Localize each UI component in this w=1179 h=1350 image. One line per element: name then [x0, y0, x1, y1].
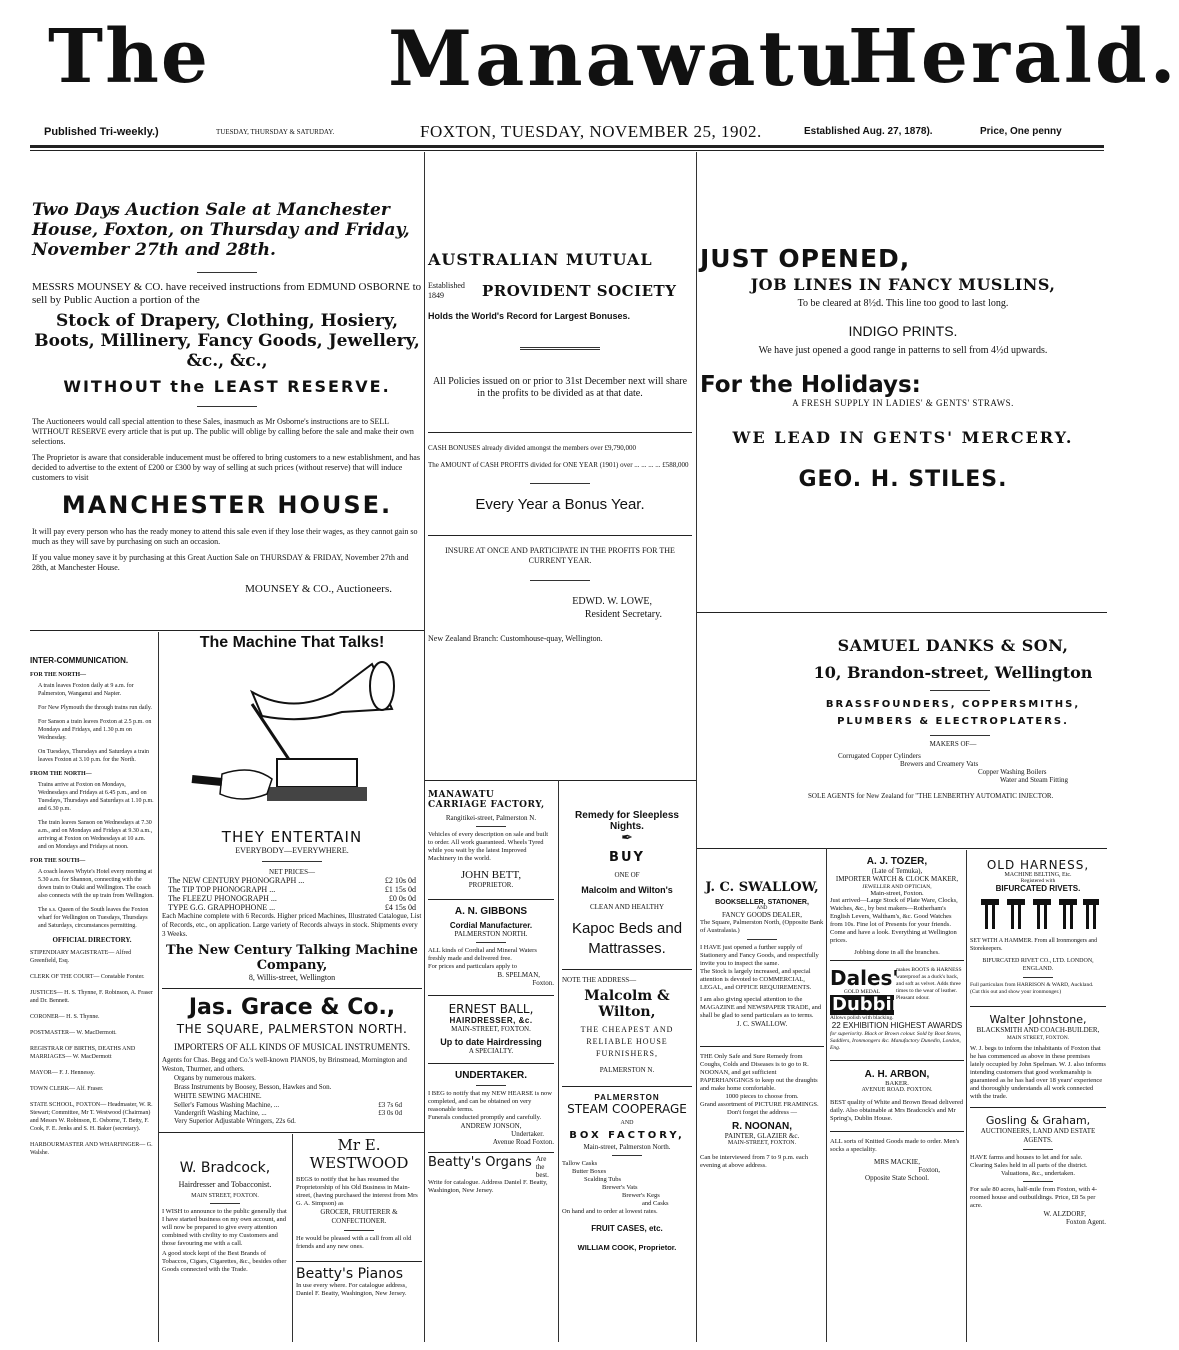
tozer-jobbing: Jobbing done in all the branches. — [854, 949, 940, 956]
malcolm-ad — [562, 810, 692, 1252]
amp-every: Every Year a Bonus Year. — [475, 496, 645, 513]
organs-best: Are the best. — [535, 1155, 549, 1179]
undertaker-road: Avenue Road Foxton. — [492, 1138, 554, 1146]
amp-branch: New Zealand Branch: Customhouse-quay, Wellington. — [428, 634, 603, 643]
cooperage-item: Butter Boxes — [572, 1168, 607, 1175]
danks-trade1: BRASSFOUNDERS, COPPERSMITHS, — [825, 699, 1081, 710]
amp-insure: INSURE AT ONCE AND PARTICIPATE IN THE PROFITS FOR THE CURRENT YEAR. — [445, 546, 675, 565]
bradcock-trade: Hairdresser and Tobacconist. — [178, 1180, 272, 1189]
malcolm-kapoc: Kapoc Beds and Mattrasses. — [571, 920, 683, 957]
swallow-sign: J. C. SWALLOW. — [736, 1020, 788, 1028]
grace-brass: Brass Instruments by Boosey, Besson, Hawkes and Son. — [174, 1083, 332, 1091]
danks-trade2: PLUMBERS & ELECTROPLATERS. — [837, 716, 1069, 727]
harness-old: OLD HARNESS, — [986, 858, 1090, 872]
danks-name: SAMUEL DANKS & SON, — [837, 636, 1069, 655]
cooperage-item: Scalding Tubs — [584, 1176, 622, 1183]
amp-sig1: EDWD. W. LOWE, — [572, 596, 652, 607]
grace-agents: Agents for Chas. Begg and Co.'s well-known PIANOS, by Brinsmead, Mornington and Weston, Thurmer, and others. — [162, 1056, 407, 1073]
divider — [930, 735, 990, 736]
divider — [344, 1230, 374, 1231]
divider — [530, 580, 590, 581]
swallow-trade: BOOKSELLER, STATIONER, — [715, 899, 809, 906]
danks-addr: 10, Brandon-street, Wellington — [813, 663, 1093, 682]
divider — [476, 826, 506, 827]
harness-belting: MACHINE BELTING, Etc. — [1004, 872, 1072, 878]
harness-rivets: BIFURCATED RIVETS. — [995, 884, 1081, 893]
inter-line: POSTMASTER— W. MacDermott. — [30, 1030, 117, 1036]
gibbons-name: A. N. GIBBONS — [454, 906, 528, 917]
mackie-opp: Opposite State School. — [865, 1174, 929, 1182]
noonan-name: R. NOONAN, — [732, 1121, 792, 1132]
pianos-name: Beatty's Pianos — [296, 1266, 403, 1282]
swallow-addr: The Square, Palmerston North, (Opposite Bank of Australasia.) — [700, 919, 824, 934]
gosling-trade: AUCTIONEERS, LAND AND ESTATE AGENTS. — [980, 1127, 1096, 1144]
inter-line: The s.s. Queen of the South leaves the Foxton wharf for Wellington on Tuesdays, Thursdays and Saturdays, circumstances permitting. — [38, 907, 149, 929]
westwood-close: He would be pleased with a call from all old friends and any new ones. — [296, 1235, 412, 1250]
stiles-range: We have just opened a good range in patterns to sell from 4½d upwards. — [758, 345, 1048, 356]
masthead-herald: Herald. — [848, 14, 1179, 100]
malcolm-names: Malcolm and Wilton's — [581, 885, 673, 895]
stiles-job: JOB LINES IN FANCY MUSLINS, — [750, 275, 1056, 294]
malcolm-one: ONE OF — [614, 871, 640, 879]
grace-white: WHITE SEWING MACHINE. — [174, 1092, 262, 1100]
price-row — [168, 876, 416, 885]
auction-p1: The Auctioneers would call special attention to these Sales, inasmuch as Mr Osborne's instructions are to SELL WITHOUT RESERVE every article that is put up. The public will oblige by calling before the sale and make their own selections. — [32, 417, 414, 446]
carriage-role: PROPRIETOR. — [468, 881, 514, 889]
section-rule — [30, 630, 424, 631]
inter-title: INTER-COMMUNICATION. — [30, 656, 129, 665]
divider — [296, 1261, 422, 1262]
divider — [930, 690, 990, 691]
noonan-forget: Don't forget the address — — [726, 1109, 797, 1116]
carriage-ad — [428, 790, 554, 1195]
stiles-holidays: For the Holidays: — [700, 372, 921, 398]
divider — [830, 960, 964, 961]
divider — [747, 939, 777, 940]
amp-record: Holds the World's Record for Largest Bonuses. — [428, 311, 631, 321]
price-row — [162, 1101, 422, 1109]
inter-line: CORONER— H. S. Thynne. — [30, 1014, 100, 1020]
swallow-stock: The Stock is largely increased, and special attention is devoted to COMMERCIAL, LEGAL, and OFFICE REQUIREMENTS. — [700, 968, 812, 991]
price-row — [162, 1109, 422, 1117]
publish-days: TUESDAY, THURSDAY & SATURDAY. — [216, 128, 335, 136]
swallow-fancy: FANCY GOODS DEALER, — [722, 911, 802, 919]
organs-name: Beatty's Organs — [428, 1155, 532, 1170]
column-rule — [696, 152, 697, 1342]
price-note: Price, One penny — [980, 126, 1062, 137]
johnstone-name: Walter Johnstone, — [989, 1013, 1087, 1026]
divider — [830, 1060, 964, 1061]
machine-title: The Machine That Talks! — [199, 634, 385, 651]
westwood-text: BEGS to notify that he has resumed the Proprietorship of his Old Business in Main-street, (having purchased the interest from Mrs G. A. Simpson) as — [296, 1176, 418, 1207]
cooperage-item: and Casks — [642, 1200, 669, 1207]
divider — [830, 1131, 964, 1132]
masthead-rule — [30, 145, 1104, 148]
stiles-name: GEO. H. STILES. — [798, 467, 1008, 492]
divider — [476, 942, 506, 943]
divider — [562, 1086, 692, 1087]
amp-society-row — [428, 281, 692, 301]
noonan-trade: PAINTER, GLAZIER &c. — [724, 1132, 800, 1140]
inter-line: STIPENDIARY MAGISTRATE— Alfred Greenfield, Esq. — [30, 950, 132, 964]
divider — [476, 1085, 506, 1086]
inter-line: STATE SCHOOL, FOXTON— Headmaster, W. R. Stewart; Committee, Mr T. Westwood (Chairman) and Messrs W. Robinson, E. Osborne, T. Betty, F. Cook, F. E. Jenks and S. H. Baker (secretary). — [30, 1102, 153, 1132]
divider — [162, 988, 422, 989]
westwood-name: Mr E. WESTWOOD — [309, 1136, 409, 1172]
stiles-opened: JUST OPENED, — [700, 244, 911, 273]
amp-title: AUSTRALIAN MUTUAL — [428, 250, 653, 269]
danks-item: Brewers and Creamery Vats — [900, 760, 979, 768]
gosling-text: HAVE farms and houses to let and for sale. Clearing Sales held in all parts of the district. — [970, 1154, 1088, 1169]
swallow-text: I HAVE just opened a further supply of Stationery and Fancy Goods, and respectfully invite you to inspect the same. — [700, 944, 819, 967]
malcolm-name2: Malcolm & Wilton, — [584, 988, 670, 1020]
mackie-text: ALL sorts of Knitted Goods made to order. Men's socks a speciality. — [830, 1138, 960, 1153]
organs-text: Write for catalogue. Address Daniel F. Beatty, Washington, New Jersey. — [428, 1179, 548, 1194]
auction-stock: Stock of Drapery, Clothing, Hosiery, Boots, Millinery, Fancy Goods, Jewellery, &c., &c., — [34, 311, 420, 371]
stiles-indigo: INDIGO PRINTS. — [848, 323, 958, 339]
tozer-importer: IMPORTER WATCH & CLOCK MAKER, — [835, 875, 959, 883]
inter-line: A coach leaves Whyte's Hotel every morning at 5.30 a.m. for Shannon, connecting with the down train to Otaki and Wellington. The coach also connects with the up train from Wellington. — [38, 869, 154, 899]
noonan-pieces: 1000 pieces to choose from. — [725, 1093, 799, 1100]
price-item: The TIP TOP PHONOGRAPH ... — [168, 885, 276, 894]
undertaker-text: I BEG to notify that my NEW HEARSE is now completed, and can be obtained on very reasonable terms. — [428, 1090, 552, 1113]
carriage-name: MANAWATU CARRIAGE FACTORY, — [428, 790, 545, 810]
tozer-ad — [830, 856, 964, 1182]
danks-item: Copper Washing Boilers — [978, 768, 1047, 776]
cooperage-p: PALMERSTON — [594, 1093, 660, 1102]
masthead — [0, 0, 1179, 120]
arbon-name: A. H. ARBON, — [864, 1069, 930, 1080]
inter-line: On Tuesdays, Thursdays and Saturdays a train leaves Foxton at 3.10 p.m. for the North. — [38, 749, 150, 763]
price-item: TYPE G.G. GRAPHOPHONE ... — [168, 903, 276, 912]
inter-line: A train leaves Foxton daily at 9 a.m. for Palmerston, Wanganui and Napier. — [38, 683, 134, 697]
price-value: £3 7s 6d — [378, 1101, 402, 1109]
machine-every: EVERYBODY—EVERYWHERE. — [235, 846, 349, 855]
inter-line: REGISTRAR OF BIRTHS, DEATHS AND MARRIAGES— W. MacDermott — [30, 1046, 136, 1060]
tozer-late: (Late of Temuka), — [871, 867, 923, 875]
carriage-street: Rangitikei-street, Palmerston N. — [445, 814, 537, 822]
divider — [970, 1006, 1106, 1007]
malcolm-cheapest: THE CHEAPEST AND RELIABLE HOUSE FURNISHERS, — [580, 1025, 674, 1058]
price-row — [168, 894, 416, 903]
inter-line: TOWN CLERK— Alf. Fraser. — [30, 1086, 104, 1092]
cooperage-hand: On hand and to order at lowest rates. — [562, 1208, 658, 1215]
machine-note: Each Machine complete with 6 Records. Higher priced Machines, Illustrated Catalogue, List of Records, etc., on application. Large variety of Records always in stock. Shipments every 3 Weeks. — [162, 912, 422, 938]
masthead-rule-thin — [30, 150, 1104, 151]
danks-makers: MAKERS OF— — [929, 740, 977, 748]
divider — [428, 995, 554, 996]
inter-line: OFFICIAL DIRECTORY. — [52, 936, 132, 944]
machine-ad — [162, 634, 422, 1126]
inter-communication — [30, 656, 154, 1157]
masthead-manawatu: Manawatu — [388, 14, 855, 103]
amp-ad — [428, 250, 692, 644]
gosling-val: Valuations, &c., undertaken. — [1000, 1170, 1075, 1177]
column-rule — [966, 850, 967, 1342]
bradcock-text: I WISH to announce to the public generally that I have started business on my own account, and will now be prepared to give every attention combined with civility to my Customers and those favouring me with a call. — [162, 1208, 287, 1247]
inter-line: The train leaves Sanson on Wednesdays at 7.30 a.m., and on Mondays and Fridays at 9.30 a.m., arriving at Foxton on Wednesdays at 10 a.m. and on Mondays and Fridays at noon. — [38, 820, 153, 850]
arbon-road: AVENUE ROAD. FOXTON. — [861, 1087, 933, 1093]
cooperage-fruit: FRUIT CASES, etc. — [591, 1224, 663, 1233]
malcolm-clean: CLEAN AND HEALTHY — [589, 903, 665, 911]
price-row — [168, 885, 416, 894]
noonan-street: MAIN-STREET, FOXTON. — [727, 1140, 797, 1146]
harness-ad — [970, 858, 1106, 1226]
divider — [1023, 1149, 1053, 1150]
established-note: Established Aug. 27, 1878). — [804, 126, 933, 137]
auction-sign: MOUNSEY & CO., Auctioneers. — [245, 583, 392, 595]
dateline: FOXTON, TUESDAY, NOVEMBER 25, 1902. — [420, 122, 762, 141]
cooperage-steam: STEAM COOPERAGE — [567, 1102, 687, 1116]
auction-p3: It will pay every person who has the ready money to attend this sale even if they lose their wages, as they cannot gain so much as they will save by purchasing on such an occasion. — [32, 527, 418, 546]
auction-p4: If you value money save it by purchasing at this Great Auction Sale on THURSDAY & FRIDAY, November 27th and 28th, at Manchester House. — [32, 553, 409, 572]
mackie-town: Foxton, — [918, 1166, 940, 1174]
column-rule — [424, 152, 425, 1342]
gibbons-trade: Cordial Manufacturer. — [449, 921, 533, 930]
inter-line: Trains arrive at Foxton on Mondays, Wednesdays and Fridays at 6.45 p.m., and on Tuesdays, Thursdays and Saturdays at 1.10 p.m. and 6.30 p.m. — [38, 782, 154, 812]
divider — [700, 1046, 824, 1047]
swallow-and: AND — [756, 906, 768, 911]
gibbons-town2: Foxton. — [532, 979, 554, 987]
divider — [428, 1152, 554, 1153]
column-rule — [158, 632, 159, 1342]
grace-organs: Organs by numerous makers. — [174, 1074, 256, 1082]
noonan-hours: Can be interviewed from 7 to 9 p.m. each evening at above address. — [700, 1154, 808, 1169]
dales-desc: makes BOOTS & HARNESS waterproof as a duck's back, and soft as velvet. Adds three times to the wear of leather. Pleasant odour. — [896, 967, 962, 1001]
mackie-sign: MRS MACKIE, — [874, 1158, 920, 1166]
divider — [612, 1155, 642, 1156]
danks-agents: SOLE AGENTS for New Zealand for "THE LENBERTHY AUTOMATIC INJECTOR. — [808, 792, 1054, 800]
dales-awards: 22 EXHIBITION HIGHEST AWARDS — [831, 1021, 963, 1030]
johnstone-trade: BLACKSMITH AND COACH-BUILDER, — [976, 1026, 1100, 1034]
gibbons-sign: B. SPELMAN, — [497, 971, 540, 979]
phonograph-illustration — [182, 654, 402, 824]
noonan-frames: Grand assortment of PICTURE FRAMINGS. — [700, 1101, 819, 1108]
cooperage-sign: WILLIAM COOK, Proprietor. — [577, 1243, 677, 1252]
amp-policies: All Policies issued on or prior to 31st December next will share in the profits to be divided as at that date. — [432, 376, 688, 399]
section-rule — [425, 780, 696, 781]
stiles-straws: A FRESH SUPPLY IN LADIES' & GENTS' STRAWS. — [792, 398, 1014, 408]
divider — [428, 1063, 554, 1064]
price-item: The FLEEZU PHONOGRAPH ... — [168, 894, 277, 903]
pianos-row — [296, 1266, 422, 1282]
price-row — [168, 903, 416, 912]
auction-intro: MESSRS MOUNSEY & CO. have received instructions from EDMUND OSBORNE to sell by Public Auction a portion of the — [32, 281, 422, 306]
column-rule — [558, 780, 559, 1342]
ball-street: MAIN-STREET, FOXTON. — [451, 1025, 531, 1033]
amp-sig2: Resident Secretary. — [584, 609, 662, 620]
swallow-name: J. C. SWALLOW, — [705, 880, 819, 895]
price-item: Vandergrift Washing Machine, ... — [174, 1109, 267, 1117]
machine-company: The New Century Talking Machine Company, — [166, 943, 418, 973]
divider — [1023, 977, 1053, 978]
pen-icon: ✒ — [621, 831, 633, 846]
bradcock-ad — [162, 1160, 288, 1274]
gosling-role: Foxton Agent. — [1065, 1218, 1106, 1226]
inter-line: For Sanson a train leaves Foxton at 2.5 p.m. on Mondays and Fridays, and 1.30 p.m on Wednesday. — [38, 719, 152, 741]
johnstone-text: W. J. begs to inform the inhabitants of Foxton that he has commenced as above in these premises lately occupied by John Spelman. W. J. also informs intending customers that good workmanship is guaranteed as he has had over 18 years' experience and thoroughly understands all work connected with the trade. — [970, 1045, 1106, 1100]
dales-blacking: Allows polish with blacking. — [830, 1015, 894, 1021]
machine-entertain: THEY ENTERTAIN — [221, 828, 363, 846]
tozer-text: Just arrived—Large Stock of Plate Ware, Clocks, Watches, &c., by best makers—Rotherham's English Levers, Waltham's, &c. Good Watches from 10s. Fine lot of Presents for your friends. Come and have a look. Everything at Wellington prices. — [830, 897, 958, 944]
inter-line: MAYOR— F. J. Hennessy. — [30, 1070, 95, 1076]
divider — [530, 483, 590, 484]
auction-ad — [32, 200, 422, 595]
inter-line: FROM THE NORTH— — [30, 771, 92, 777]
carriage-text: Vehicles of every description on sale and built to order. All work guaranteed. Wheels Tyred while you wait by the latest Improved Machinery in the world. — [428, 831, 549, 862]
price-value: £3 0s 0d — [378, 1109, 402, 1117]
masthead-the: The — [48, 14, 210, 100]
tozer-street: Main-street, Foxton. — [870, 890, 924, 897]
malcolm-remedy: Remedy for Sleepless Nights. — [575, 810, 679, 832]
machine-netprices: NET PRICES— — [269, 868, 315, 876]
section-rule — [159, 1132, 424, 1133]
divider — [262, 861, 322, 862]
dales-brand — [830, 966, 905, 1015]
price-value: £2 10s 0d — [384, 876, 416, 885]
manchester-house: MANCHESTER HOUSE. — [61, 491, 393, 519]
inter-line: FOR THE SOUTH— — [30, 858, 86, 864]
price-value: £1 15s 0d — [384, 885, 416, 894]
amp-cash: CASH BONUSES already divided amongst the members over £9,790,000 — [428, 444, 637, 452]
harness-full: Full particulars from HARRISON & WARD, Auckland. — [970, 982, 1094, 988]
arbon-text: BEST quality of White and Brown Bread delivered daily. Also obtainable at Mrs Bradcock's and Mr Spring's, Dublin House. — [830, 1099, 964, 1122]
danks-item: Water and Steam Fitting — [1000, 776, 1069, 784]
westwood-trade: GROCER, FRUITERER & CONFECTIONER. — [320, 1208, 398, 1225]
column-rule — [826, 848, 827, 1342]
cooperage-item: Brewer's Vats — [602, 1184, 638, 1191]
dales-dubbin: Dubbin — [832, 994, 905, 1015]
malcolm-buy: BUY — [609, 850, 645, 865]
amp-society: PROVIDENT SOCIETY — [482, 282, 677, 300]
inter-lines — [30, 671, 154, 1157]
pianos-text: In use every where. For catalogue address, Daniel F. Beatty, Washington, New Jersey. — [296, 1282, 407, 1297]
undertaker-role: Undertaker. — [511, 1130, 544, 1138]
carriage-sign: JOHN BETT, — [460, 869, 522, 881]
ball-name: ERNEST BALL, — [448, 1002, 534, 1016]
inter-line: HARBOURMASTER AND WHARFINGER— G. Walshe. — [30, 1142, 153, 1156]
ball-spec: A SPECIALTY. — [468, 1047, 514, 1055]
tozer-name: A. J. TOZER, — [866, 856, 928, 867]
stiles-cleared: To be cleared at 8½d. This line too good to last long. — [797, 298, 1009, 309]
divider — [970, 1107, 1106, 1108]
harness-cut: (Cut this out and show your ironmonger.) — [970, 989, 1062, 995]
arbon-trade: BAKER. — [885, 1080, 909, 1087]
undertaker-title: UNDERTAKER. — [454, 1070, 528, 1081]
malcolm-note: NOTE THE ADDRESS— — [562, 976, 637, 984]
divider — [562, 969, 692, 970]
section-rule — [697, 848, 1107, 849]
auction-reserve: WITHOUT the LEAST RESERVE. — [63, 377, 391, 396]
bradcock-stock: A good stock kept of the Best Brands of Tobaccos, Cigars, Cigarettes, &c., besides other Goods connected with the Trade. — [162, 1250, 287, 1273]
dales-sold: for superiority. Black or Brown colour. Sold by Boot Stores, Saddlers, Ironmongers &c. Manufactory Dunedin, London, Eng. — [830, 1031, 962, 1051]
divider — [428, 899, 554, 900]
grace-wringers: Very Superior Adjustable Wringers, 22s 6d. — [174, 1117, 296, 1125]
divider — [1023, 1181, 1053, 1182]
danks-item: Corrugated Copper Cylinders — [838, 752, 921, 760]
gibbons-prices: For prices and particulars apply to — [428, 963, 517, 970]
cooperage-box: BOX FACTORY, — [569, 1130, 685, 1141]
gibbons-text: ALL kinds of Cordial and Mineral Waters freshly made and delivered free. — [428, 947, 537, 962]
cooperage-item: Brewer's Kegs — [622, 1192, 660, 1199]
price-item: The NEW CENTURY PHONOGRAPH ... — [168, 876, 305, 885]
westwood-ad — [296, 1136, 422, 1298]
dales-gold: GOLD MEDAL — [843, 989, 881, 995]
bradcock-name: W. Bradcock, — [179, 1160, 271, 1176]
tozer-jeweller: JEWELLER AND OPTICIAN, — [862, 884, 932, 890]
harness-reg: Registered with — [1020, 878, 1056, 884]
auction-p2: The Proprietor is aware that considerable inducement must be offered to bring customers to a new establishment, and has decided to advertise to the extent of £200 or £300 by way of selling at such prices (without reserve) that will induce customers to visit — [32, 453, 420, 482]
published-note: Published Tri-weekly.) — [44, 126, 159, 138]
amp-profits: The AMOUNT of CASH PROFITS divided for ONE YEAR (1901) over ... ... ... ... £588,000 — [428, 461, 689, 469]
machine-address: 8, Willis-street, Wellington — [248, 973, 336, 982]
dales-name: Dales' — [830, 966, 899, 990]
gosling-name: Gosling & Graham, — [985, 1114, 1091, 1127]
cooperage-street: Main-street, Palmerston North. — [583, 1143, 671, 1151]
stiles-ad — [700, 244, 1106, 492]
bradcock-street: MAIN STREET, FOXTON. — [191, 1193, 259, 1199]
divider — [210, 1203, 240, 1204]
inter-line: For New Plymouth the through trains run daily. — [38, 705, 152, 711]
gibbons-town: PALMERSTON NORTH. — [454, 930, 528, 938]
undertaker-funerals: Funerals conducted promptly and carefully. — [428, 1114, 542, 1121]
grace-name: Jas. Grace & Co., — [188, 995, 396, 1020]
gosling-sign: W. ALZDORF, — [1043, 1210, 1086, 1218]
rivets-icon — [973, 895, 1103, 935]
machine-price-list — [162, 876, 422, 912]
section-rule — [697, 612, 1107, 613]
cooperage-and: AND — [620, 1120, 634, 1126]
dales-row — [830, 967, 964, 1015]
harness-co: BIFURCATED RIVET CO., LTD. LONDON, ENGLAND. — [982, 958, 1094, 972]
swallow-agent: I am also giving special attention to the MAGAZINE and NEWSPAPER TRADE, and shall be glad to send particulars as to terms. — [700, 996, 822, 1019]
divider — [197, 272, 257, 273]
price-item: Seller's Famous Washing Machine, ... — [174, 1101, 280, 1109]
ball-trade: HAIRDRESSER, &c. — [449, 1016, 533, 1025]
organs-row — [428, 1155, 554, 1179]
malcolm-town: PALMERSTON N. — [599, 1066, 655, 1074]
inter-line: CLERK OF THE COURT— Constable Forster. — [30, 974, 145, 980]
swallow-ad — [700, 880, 824, 1170]
grace-importers: IMPORTERS OF ALL KINDS OF MUSICAL INSTRUMENTS. — [173, 1042, 411, 1052]
cooperage-item: Tallow Casks — [562, 1160, 598, 1167]
harness-set: SET WITH A HAMMER. From all Ironmongers and Storekeepers. — [970, 938, 1098, 952]
divider — [428, 432, 692, 433]
stiles-mercery: WE LEAD IN GENTS' MERCERY. — [732, 428, 1074, 447]
grace-square: THE SQUARE, PALMERSTON NORTH. — [176, 1022, 408, 1036]
danks-ad — [700, 636, 1106, 801]
auction-title: Two Days Auction Sale at Manchester House, Foxton, on Thursday and Friday, November 27th and 28th. — [32, 200, 410, 260]
amp-established: Established 1849 — [428, 281, 465, 300]
price-value: £0 0s 0d — [388, 894, 416, 903]
undertaker-sign: ANDREW JONSON, — [460, 1122, 522, 1130]
gosling-sale: For sale 80 acres, half-mile from Foxton, with 4-roomed house and outbuildings. Price, £8 5s per acre. — [970, 1186, 1098, 1209]
noonan-text: THE Only Safe and Sure Remedy from Coughs, Colds and Diseases is to go to R. NOONAN, and get sufficient PAPERHANGINGS to keep out the draughts and make home comfortable. — [700, 1053, 818, 1092]
ball-date: Up to date Hairdressing — [440, 1037, 542, 1047]
inter-line: FOR THE NORTH— — [30, 672, 87, 678]
column-rule — [292, 1134, 293, 1342]
divider — [428, 535, 692, 536]
divider — [197, 406, 257, 407]
inter-line: JUSTICES— H. S. Thynne, F. Robinson, A. Fraser and Dr. Bennett. — [30, 990, 153, 1004]
divider — [520, 347, 600, 350]
price-value: £4 15s 0d — [384, 903, 416, 912]
johnstone-street: MAIN STREET, FOXTON. — [1006, 1035, 1070, 1041]
